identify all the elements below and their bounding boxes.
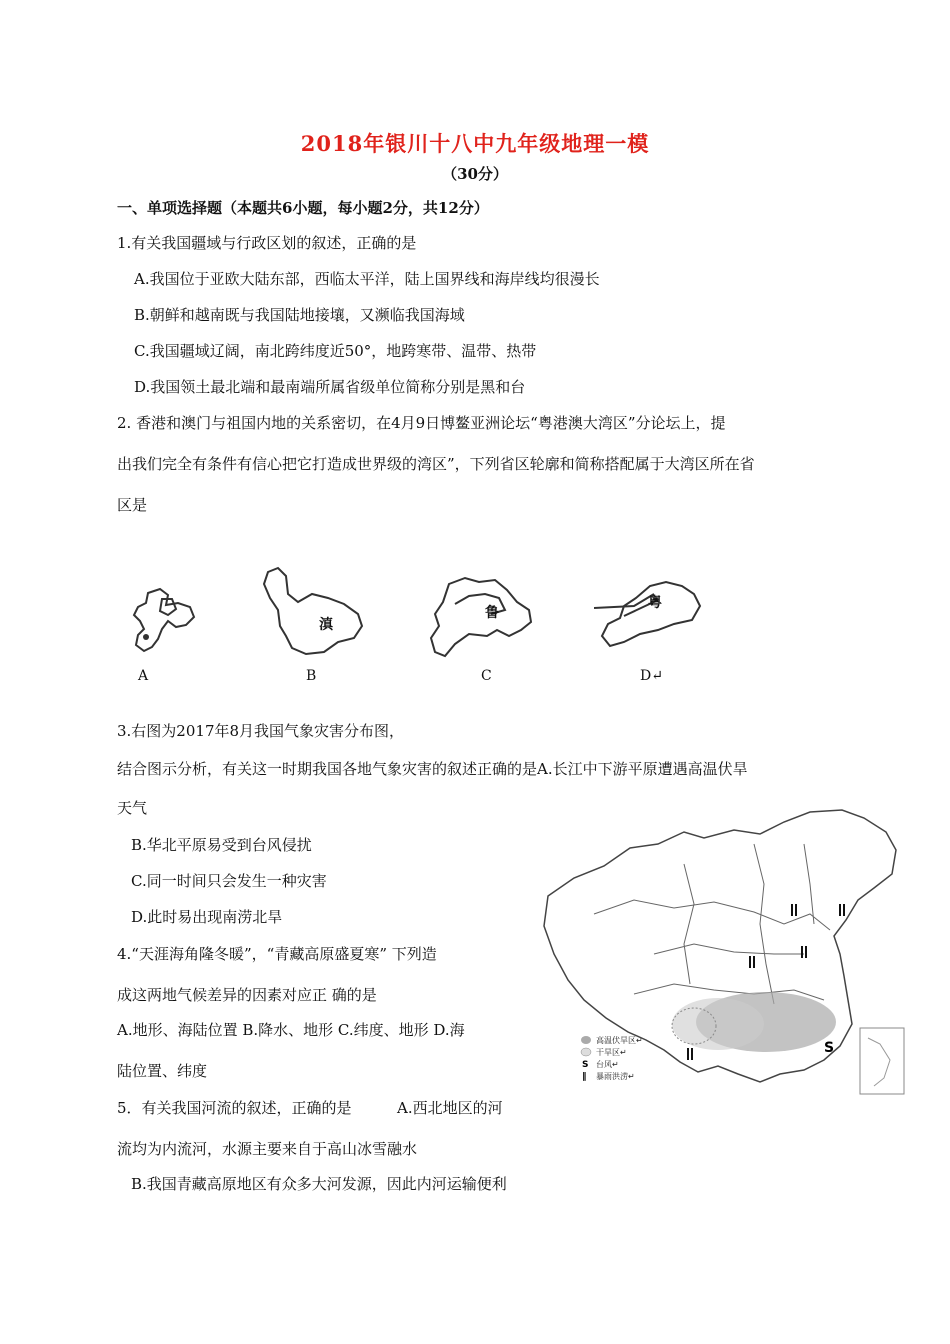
province-map-b xyxy=(258,564,368,659)
q1-option-b: B.朝鲜和越南既与我国陆地接壤，又濒临我国海域 xyxy=(134,306,465,324)
svg-text:S: S xyxy=(824,1040,835,1056)
legend-item-flood: 暴雨洪涝↵ xyxy=(596,1072,635,1081)
q3-line1: 3.右图为2017年8月我国气象灾害分布图， xyxy=(117,722,405,740)
province-abbr-d: 粤 xyxy=(648,595,662,611)
svg-text:‖: ‖ xyxy=(582,1072,587,1082)
q2-line1: 2. 香港和澳门与祖国内地的关系密切，在4月9日博鳌亚洲论坛“粤港澳大湾区”分论坛上，提 xyxy=(117,414,726,432)
q2-line2: 出我们完全有条件有信心把它打造成世界级的湾区”，下列省区轮廓和简称搭配属于大湾区所在省 xyxy=(117,455,755,473)
q4-options: A.地形、海陆位置 B.降水、地形 C.纬度、地形 D.海 xyxy=(117,1021,465,1039)
q3-option-d: D.此时易出现南涝北旱 xyxy=(131,908,283,926)
map-label-d: D↵ xyxy=(640,668,663,684)
q3-option-b: B.华北平原易受到台风侵扰 xyxy=(131,836,312,854)
svg-text:S: S xyxy=(582,1060,589,1070)
province-abbr-b: 滇 xyxy=(319,617,333,633)
map-label-b: B xyxy=(306,668,317,684)
legend-item-typhoon: 台风↵ xyxy=(596,1060,619,1069)
q5-option-b: B.我国青藏高原地区有众多大河发源，因此内河运输便利 xyxy=(131,1175,507,1193)
q5-line2: 流均为内流河，水源主要来自于高山冰雪融水 xyxy=(117,1140,418,1158)
q4-line1: 4.“天涯海角隆冬暖”，“青藏高原盛夏寒” 下列造 xyxy=(117,945,437,963)
legend-item-drought: 干旱区↵ xyxy=(596,1048,627,1057)
section-heading: 一、单项选择题（本题共6小题，每小题2分，共12分） xyxy=(117,199,489,217)
q1-option-c: C.我国疆域辽阔，南北跨纬度近50°，地跨寒带、温带、热带 xyxy=(134,342,537,360)
q4-line4: 陆位置、纬度 xyxy=(117,1062,208,1080)
q1-stem: 1.有关我国疆域与行政区划的叙述，正确的是 xyxy=(117,234,417,252)
q2-line3: 区是 xyxy=(117,496,148,514)
province-map-c xyxy=(425,574,540,659)
q4-line2: 成这两地气候差异的因素对应正 确的是 xyxy=(117,986,377,1004)
china-disaster-map xyxy=(534,804,910,1108)
province-map-a xyxy=(128,585,200,660)
score-note: （30分） xyxy=(442,165,508,183)
map-label-a: A xyxy=(138,668,149,684)
q1-option-d: D.我国领土最北端和最南端所属省级单位简称分别是黑和台 xyxy=(134,378,526,396)
q3-line2: 结合图示分析，有关这一时期我国各地气象灾害的叙述正确的是A.长江中下游平原遭遇高温伏旱 xyxy=(117,760,748,778)
map-label-c: C xyxy=(481,668,492,684)
q1-option-a: A.我国位于亚欧大陆东部，西临太平洋，陆上国界线和海岸线均很漫长 xyxy=(134,270,600,288)
q5-stem: 5．有关我国河流的叙述，正确的是 xyxy=(117,1099,352,1117)
q5-option-a: A.西北地区的河 xyxy=(397,1099,503,1117)
province-abbr-c: 鲁 xyxy=(485,605,499,621)
q3-option-c: C.同一时间只会发生一种灾害 xyxy=(131,872,327,890)
province-map-d xyxy=(594,576,706,651)
page-title: 2018年银川十八中九年级地理一模 xyxy=(300,131,650,156)
legend-item-heat-drought: 高温伏旱区↵ xyxy=(596,1036,643,1045)
q3-line3: 天气 xyxy=(117,799,148,817)
